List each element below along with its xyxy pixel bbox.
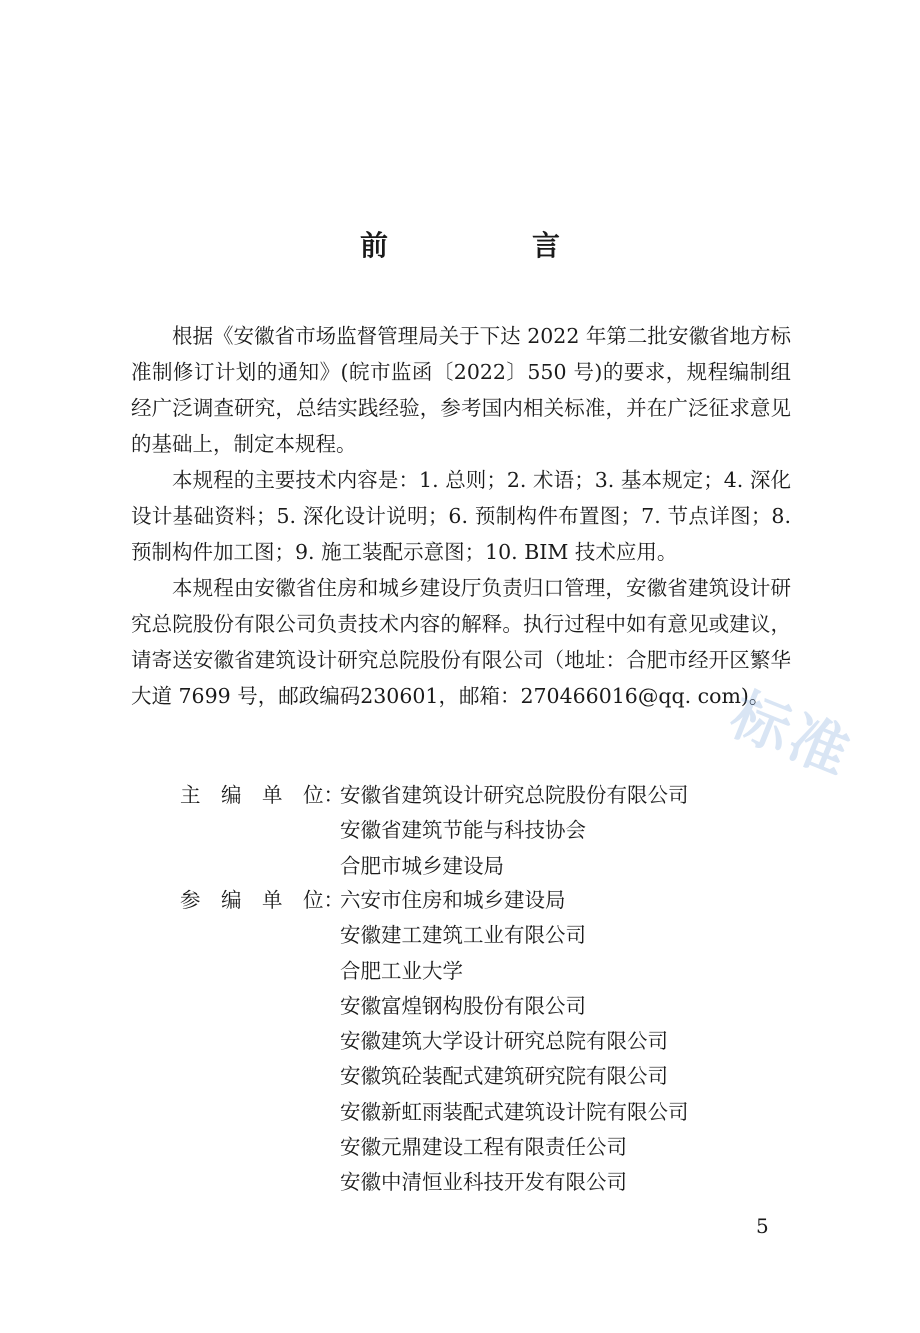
main-unit-item: 安徽省建筑节能与科技协会 [340, 818, 586, 843]
participating-unit-item: 安徽筑砼装配式建筑研究院有限公司 [340, 1064, 668, 1089]
main-unit-item: 安徽省建筑设计研究总院股份有限公司 [340, 783, 689, 807]
participating-units-list [340, 883, 780, 1201]
participating-unit-item: 安徽中清恒业科技开发有限公司 [340, 1170, 627, 1195]
participating-units-label: 参 编 单 位： [180, 888, 344, 912]
main-unit-item: 合肥市城乡建设局 [340, 853, 504, 878]
participating-unit-item: 安徽元鼎建设工程有限责任公司 [340, 1135, 627, 1160]
page-number: 5 [756, 1214, 769, 1238]
preface-body [131, 318, 791, 714]
main-units-label: 主 编 单 位： [180, 783, 344, 807]
participating-unit-item: 安徽建筑大学设计研究总院有限公司 [340, 1029, 668, 1054]
participating-unit-item: 合肥工业大学 [340, 958, 463, 983]
preface-paragraph-contents: 本规程的主要技术内容是：1. 总则；2. 术语；3. 基本规定；4. 深化设计基础资料；5. 深化设计说明；6. 预制构件布置图；7. 节点详图；8. 预制构件加工图；9. 施工装配示意图；10. BIM 技术应用。 [131, 468, 791, 564]
preface-paragraph-basis: 根据《安徽省市场监督管理局关于下达 2022 年第二批安徽省地方标准制修订计划的通知》(皖市监函〔2022〕550 号)的要求，规程编制组经广泛调查研究，总结实践经验，参考国内相关标准，并在广泛征求意见的基础上，制定本规程。 [131, 324, 791, 456]
participating-unit-item: 六安市住房和城乡建设局 [340, 888, 566, 912]
preface-paragraph-management: 本规程由安徽省住房和城乡建设厅负责归口管理，安徽省建筑设计研究总院股份有限公司负责技术内容的解释。执行过程中如有意见或建议，请寄送安徽省建筑设计研究总院股份有限公司（地址：合肥市经开区繁华大道 7699 号，邮政编码230601，邮箱：270466016@qq. com)。 [131, 576, 791, 708]
participating-unit-item: 安徽建工建筑工业有限公司 [340, 923, 586, 948]
participating-unit-item: 安徽富煌钢构股份有限公司 [340, 993, 586, 1018]
page-title: 前 言 [359, 229, 618, 262]
participating-unit-item: 安徽新虹雨装配式建筑设计院有限公司 [340, 1099, 689, 1124]
participating-units-section [180, 883, 780, 1201]
main-units-section [180, 778, 780, 884]
watermark: 标准 [721, 680, 863, 790]
main-units-list [340, 778, 780, 884]
